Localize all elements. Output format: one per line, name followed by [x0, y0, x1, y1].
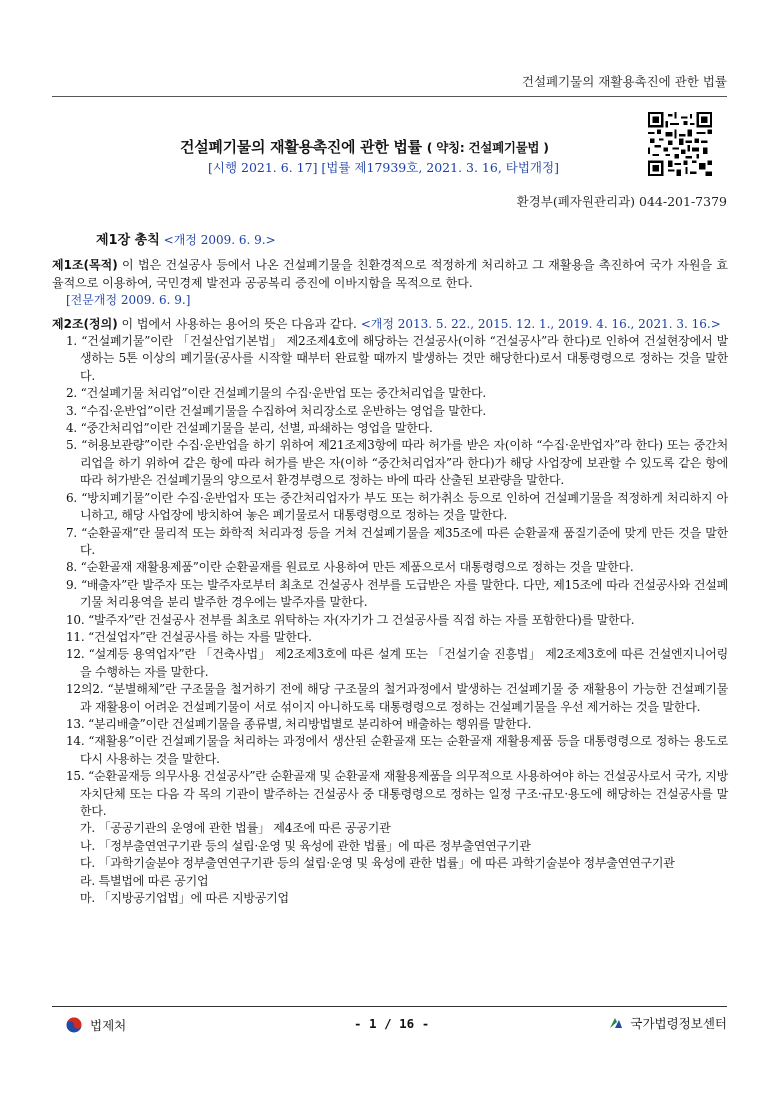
law-title [180, 136, 549, 157]
law-center-logo-icon [608, 1015, 624, 1031]
article-2-amendment-link[interactable]: <개정 2013. 5. 22., 2015. 12. 1., 2019. 4. 16., 2021. 3. 16.> [360, 316, 721, 331]
article-2-text: 이 법에서 사용하는 용어의 뜻은 다음과 같다. [117, 316, 361, 331]
definition-subitem: 나. 「정부출연연구기관 등의 설립·운영 및 육성에 관한 법률」에 따른 정부출연연구기관 [80, 838, 531, 853]
definition-item: 3. “수집·운반업”이란 건설폐기물을 수집하여 처리장소로 운반하는 영업을 말한다. [66, 403, 486, 418]
footer-source: 법제처 [90, 1018, 127, 1033]
footer-law-center: 국가법령정보센터 [630, 1016, 727, 1031]
chapter-label: 제1장 총칙 [96, 233, 160, 248]
definition-item: 7. “순환골재”란 물리적 또는 화학적 처리과정 등을 거쳐 건설폐기물을 제35조에 따른 순환골재 품질기준에 맞게 만든 것을 말한다. [66, 525, 728, 557]
definition-item: 5. “허용보관량”이란 수집·운반업을 하기 위하여 제21조제3항에 따라 허가를 받은 자(이하 “수집·운반업자”라 한다) 또는 중간처리업을 하기 위하여 같은 항에 따라 허가를 받은 자(이하 “중간처리업자”라 한다)가 해당 사업장에 보관할 수 있도록 같은 항에 따라 허가받은 건설폐기물의 양으로서 환경부령으로 정하는 바에 따라 산출된 보관량을 말한다. [66, 438, 728, 488]
definition-item: 9. “배출자”란 발주자 또는 발주자로부터 최초로 건설공사 전부를 도급받은 자를 말한다. 다만, 제15조에 따라 건설공사와 건설폐기물 처리용역을 분리 발주한 경우에는 발주자를 말한다. [66, 577, 728, 610]
header-divider [52, 96, 727, 97]
chapter-amendment-link[interactable]: <개정 2009. 6. 9.> [163, 233, 276, 247]
definition-item: 6. “방치폐기물”이란 수집·운반업자 또는 중간처리업자가 부도 또는 허가취소 등으로 인하여 건설폐기물을 적정하게 처리하지 아니하고, 해당 사업장에 방치하여 놓은 폐기물로서 대통령령으로 정하는 것을 말한다. [66, 490, 728, 523]
definition-item: 1. “건설폐기물”이란 「건설산업기본법」 제2조제4호에 해당하는 건설공사(이하 “건설공사”라 한다)로 인하여 건설현장에서 발생하는 5톤 이상의 폐기물(공사를 시작할 때부터 완료할 때까지 발생하는 것만 해당한다)로서 대통령령으로 정하는 것을 말한다. [66, 334, 728, 383]
definition-item: 14. “재활용”이란 건설폐기물을 처리하는 과정에서 생산된 순환골재 또는 순환골재 재활용제품 등을 대통령령으로 정하는 용도로 다시 사용하는 것을 말한다. [66, 734, 728, 766]
article-1-amendment-link[interactable]: [전문개정 2009. 6. 9.] [66, 293, 191, 308]
page-number: - 1 / 16 - [354, 1016, 430, 1031]
footer-left [66, 1016, 126, 1034]
law-title-text: 건설폐기물의 재활용촉진에 관한 법률 [180, 138, 422, 156]
definition-item: 2. “건설폐기물 처리업”이란 건설폐기물의 수집·운반업 또는 중간처리업을 말한다. [66, 386, 486, 401]
taegeuk-logo-icon [66, 1017, 82, 1033]
footer-divider [52, 1006, 727, 1007]
department-contact: 환경부(폐자원관리과) 044-201-7379 [516, 194, 727, 209]
definition-subitem: 마. 「지방공기업법」에 따른 지방공기업 [80, 891, 289, 906]
definition-item: 10. “발주자”란 건설공사 전부를 최초로 위탁하는 자(자기가 그 건설공사를 직접 하는 자를 포함한다)를 말한다. [66, 612, 635, 627]
definition-item: 12. “설계등 용역업자”란 「건축사법」 제2조제3호에 따른 설계 또는 「건설기술 진흥법」 제2조제3호에 따른 건설엔지니어링을 수행하는 자를 말한다. [66, 647, 728, 679]
chapter-heading [96, 232, 728, 249]
article-1-heading: 제1조(목적) [52, 258, 118, 273]
definition-item: 11. “건설업자”란 건설공사를 하는 자를 말한다. [66, 629, 312, 644]
article-2-heading: 제2조(정의) [52, 316, 118, 331]
article-1 [52, 257, 728, 309]
definition-item: 15. “순환골재등 의무사용 건설공사”란 순환골재 및 순환골재 재활용제품을 의무적으로 사용하여야 하는 건설공사로서 국가, 지방자치단체 또는 다음 각 목의 기관이 발주하는 건설공사 중 대통령령으로 정하는 일정 구조·규모·용도에 해당하는 건설공사를 말한다. [66, 769, 728, 818]
definition-item: 8. “순환골재 재활용제품”이란 순환골재를 원료로 사용하여 만든 제품으로서 대통령령으로 정하는 것을 말한다. [66, 560, 634, 575]
article-2 [52, 316, 728, 908]
definition-subitem: 가. 「공공기관의 운영에 관한 법률」 제4조에 따른 공공기관 [80, 821, 391, 836]
definition-item: 12의2. “분별해체”란 구조물을 철거하기 전에 해당 구조물의 철거과정에서 발생하는 건설폐기물 중 재활용이 가능한 건설폐기물과 재활용이 어려운 건설폐기물이 서로 섞이지 아니하도록 대통령령으로 정하는 건설폐기물을 우선 제거하는 것을 말한다. [66, 682, 728, 714]
enactment-info[interactable]: [시행 2021. 6. 17] [법률 제17939호, 2021. 3. 16, 타법개정] [208, 160, 559, 175]
article-1-text: 이 법은 건설공사 등에서 나온 건설폐기물을 친환경적으로 적정하게 처리하고 그 재활용을 촉진하여 국가 자원을 효율적으로 이용하여, 국민경제 발전과 공공복리 증진에 이바지함을 목적으로 한다. [52, 258, 728, 290]
footer-right [608, 1014, 727, 1032]
law-abbreviation: ( 약칭: 건설폐기물법 ) [426, 140, 549, 155]
definition-subitem: 다. 「과학기술분야 정부출연연구기관 등의 설립·운영 및 육성에 관한 법률」에 따른 과학기술분야 정부출연연구기관 [80, 856, 675, 871]
header-law-title: 건설폐기물의 재활용촉진에 관한 법률 [521, 74, 727, 89]
qr-code-icon [648, 112, 712, 176]
law-body [52, 232, 728, 913]
definition-list [52, 333, 728, 907]
definition-item: 13. “분리배출”이란 건설폐기물을 종류별, 처리방법별로 분리하여 배출하는 행위를 말한다. [66, 716, 532, 731]
definition-subitem: 라. 특별법에 따른 공기업 [80, 873, 209, 888]
definition-item: 4. “중간처리업”이란 건설폐기물을 분리, 선별, 파쇄하는 영업을 말한다. [66, 421, 433, 436]
